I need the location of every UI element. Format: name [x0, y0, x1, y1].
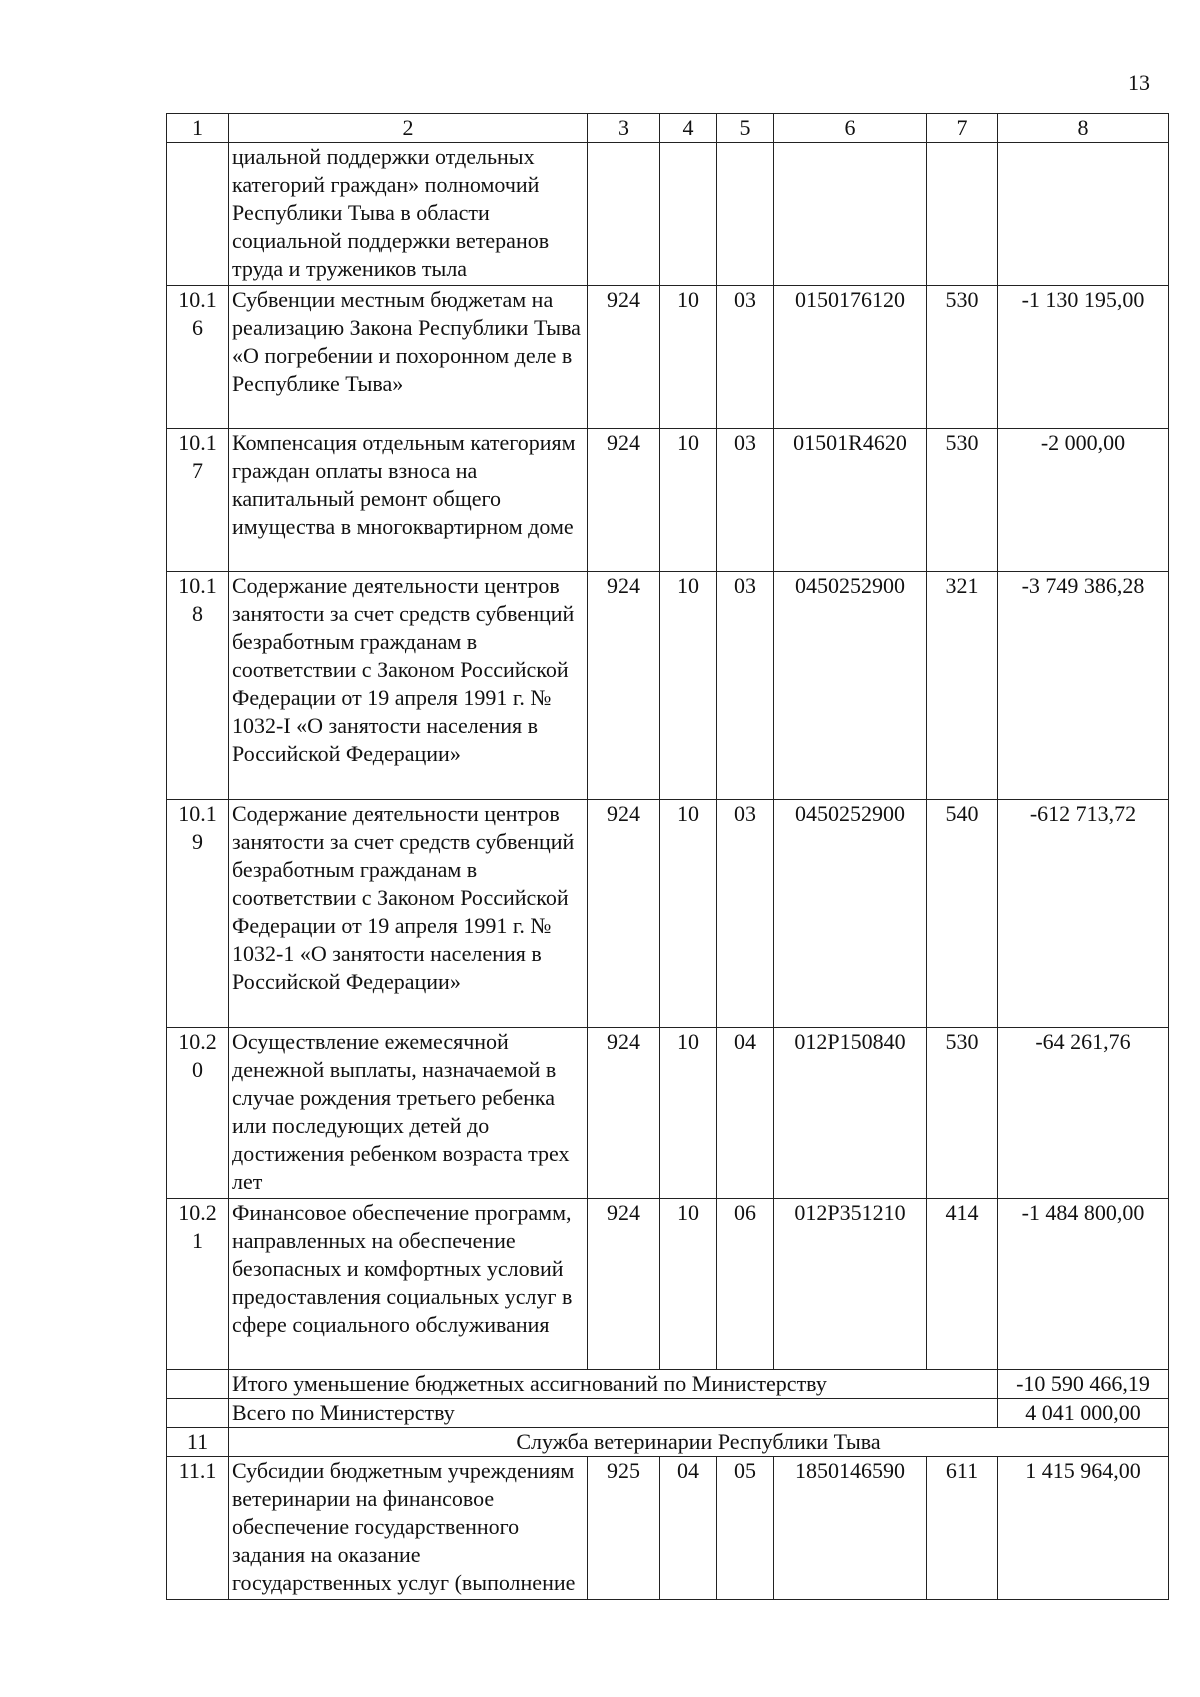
cell-col3: 925 [588, 1457, 660, 1600]
table-row [167, 429, 1169, 572]
cell-col6: 0150176120 [774, 286, 927, 429]
empty-cell [717, 143, 774, 286]
cell-amount: -1 130 195,00 [998, 286, 1169, 429]
empty-cell [660, 143, 717, 286]
cell-col3: 924 [588, 800, 660, 1028]
cell-amount: -64 261,76 [998, 1028, 1169, 1199]
cell-col5: 03 [717, 572, 774, 800]
row-name-cell: Содержание деятельности центров занятости за счет средств субвенций безработным гражданам в соответствии с Законом Российской Федерации от 19 апреля 1991 г. № 1032-I «О занятости населения в Российской Федерации» [229, 572, 588, 800]
row-number-cell: 11.1 [167, 1457, 229, 1600]
cell-col7: 321 [927, 572, 998, 800]
cell-amount: 1 415 964,00 [998, 1457, 1169, 1600]
cell-col5: 03 [717, 800, 774, 1028]
cell-amount: -2 000,00 [998, 429, 1169, 572]
cell-col4: 10 [660, 800, 717, 1028]
cell-col7: 530 [927, 286, 998, 429]
header-cell: 7 [927, 114, 998, 143]
row-name-cell: Осуществление ежемесячной денежной выплаты, назначаемой в случае рождения третьего ребенка или последующих детей до достижения ребенком возраста трех лет [229, 1028, 588, 1199]
row-name-cell: Финансовое обеспечение программ, направленных на обеспечение безопасных и комфортных условий предоставления социальных услуг в сфере социального обслуживания [229, 1199, 588, 1370]
header-cell: 5 [717, 114, 774, 143]
cell-col4: 10 [660, 429, 717, 572]
cell-col3: 924 [588, 286, 660, 429]
cell-col4: 04 [660, 1457, 717, 1600]
cell-col7: 611 [927, 1457, 998, 1600]
cell-col4: 10 [660, 572, 717, 800]
cell-col6: 012P351210 [774, 1199, 927, 1370]
cell-col5: 04 [717, 1028, 774, 1199]
empty-cell [167, 1370, 229, 1399]
cell-col6: 1850146590 [774, 1457, 927, 1600]
cell-amount: -3 749 386,28 [998, 572, 1169, 800]
cell-col3: 924 [588, 429, 660, 572]
row-number-cell: 10.1 6 [167, 286, 229, 429]
row-number-cell: 10.1 7 [167, 429, 229, 572]
table-row [167, 143, 1169, 286]
row-name-cell: Компенсация отдельным категориям граждан оплаты взноса на капитальный ремонт общего имущества в многоквартирном доме [229, 429, 588, 572]
total-ministry-label: Всего по Министерству [229, 1399, 998, 1428]
cell-col3: 924 [588, 572, 660, 800]
cell-col3: 924 [588, 1028, 660, 1199]
total-decrease-label: Итого уменьшение бюджетных ассигнований по Министерству [229, 1370, 998, 1399]
header-cell: 4 [660, 114, 717, 143]
cell-col6: 01501R4620 [774, 429, 927, 572]
header-cell: 3 [588, 114, 660, 143]
row-number-cell: 10.1 9 [167, 800, 229, 1028]
cell-amount: -612 713,72 [998, 800, 1169, 1028]
total-decrease-value: -10 590 466,19 [998, 1370, 1169, 1399]
total-ministry-row [167, 1399, 1169, 1428]
row-name-cell: Субвенции местным бюджетам на реализацию Закона Республики Тыва «О погребении и похоронном деле в Республике Тыва» [229, 286, 588, 429]
row-name-cell: Содержание деятельности центров занятости за счет средств субвенций безработным гражданам в соответствии с Законом Российской Федерации от 19 апреля 1991 г. № 1032-1 «О занятости населения в Российской Федерации» [229, 800, 588, 1028]
cell-col3: 924 [588, 1199, 660, 1370]
cell-col7: 540 [927, 800, 998, 1028]
empty-cell [588, 143, 660, 286]
table-row [167, 800, 1169, 1028]
total-ministry-value: 4 041 000,00 [998, 1399, 1169, 1428]
table-row [167, 1199, 1169, 1370]
cell-col5: 05 [717, 1457, 774, 1600]
cell-col7: 530 [927, 1028, 998, 1199]
cell-col4: 10 [660, 286, 717, 429]
row-number-cell: 10.2 1 [167, 1199, 229, 1370]
table-row [167, 286, 1169, 429]
section-number: 11 [167, 1428, 229, 1457]
section-title: Служба ветеринарии Республики Тыва [229, 1428, 1169, 1457]
header-cell: 1 [167, 114, 229, 143]
empty-cell [998, 143, 1169, 286]
empty-cell [774, 143, 927, 286]
empty-cell [167, 1399, 229, 1428]
page-number: 13 [1128, 70, 1150, 95]
row-number-cell: 10.2 0 [167, 1028, 229, 1199]
row-name-cell: Субсидии бюджетным учреждениям ветеринарии на финансовое обеспечение государственного задания на оказание государственных услуг (выполнение [229, 1457, 588, 1600]
row-number-cell: 10.1 8 [167, 572, 229, 800]
row-name-cell: циальной поддержки отдельных категорий граждан» полномочий Республики Тыва в области социальной поддержки ветеранов труда и тружеников тыла [229, 143, 588, 286]
cell-col4: 10 [660, 1028, 717, 1199]
row-number-cell [167, 143, 229, 286]
budget-table [166, 113, 1169, 1600]
table-row [167, 1457, 1169, 1600]
cell-col6: 012P150840 [774, 1028, 927, 1199]
table-row [167, 572, 1169, 800]
total-decrease-row [167, 1370, 1169, 1399]
header-cell: 6 [774, 114, 927, 143]
section-row [167, 1428, 1169, 1457]
cell-col7: 530 [927, 429, 998, 572]
header-row [167, 114, 1169, 143]
cell-col5: 06 [717, 1199, 774, 1370]
header-cell: 2 [229, 114, 588, 143]
empty-cell [927, 143, 998, 286]
table-row [167, 1028, 1169, 1199]
cell-col6: 0450252900 [774, 572, 927, 800]
cell-col4: 10 [660, 1199, 717, 1370]
cell-col6: 0450252900 [774, 800, 927, 1028]
cell-col5: 03 [717, 429, 774, 572]
header-cell: 8 [998, 114, 1169, 143]
cell-amount: -1 484 800,00 [998, 1199, 1169, 1370]
cell-col7: 414 [927, 1199, 998, 1370]
cell-col5: 03 [717, 286, 774, 429]
